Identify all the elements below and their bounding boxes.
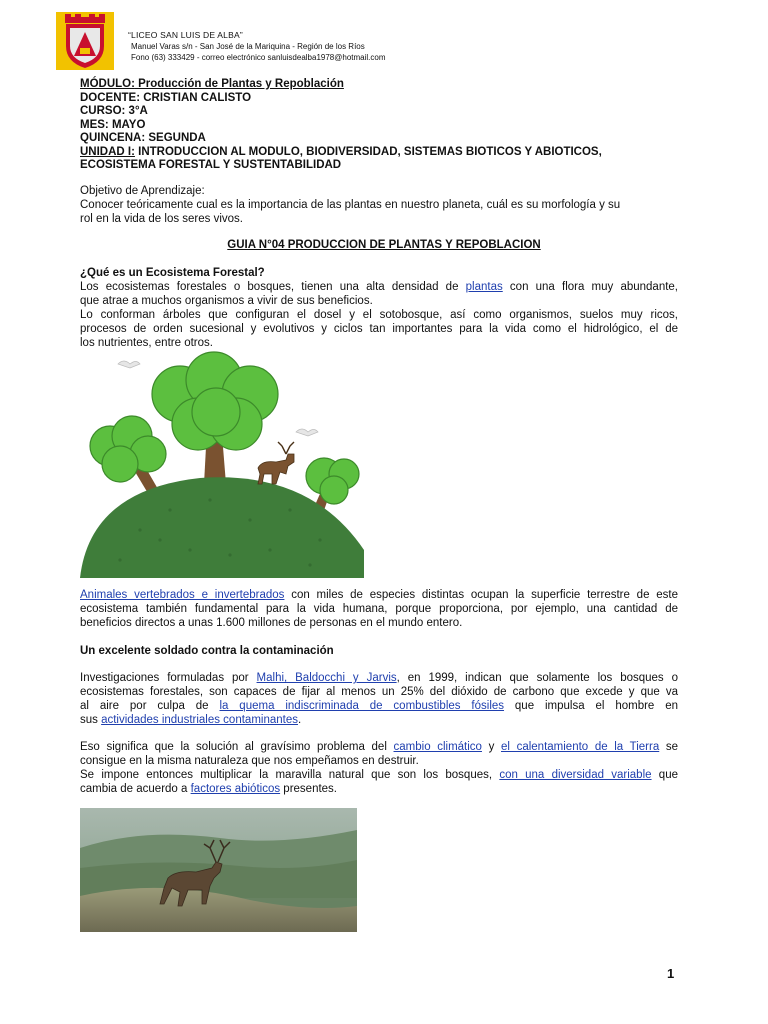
section-forest-ecosystem	[80, 266, 678, 350]
s3-line-2: ecosistemas forestales, son capaces de fijar al menos un 25% del dióxido de carbono que excede y que va	[80, 686, 678, 698]
p1-text-b: con una flora muy abundante,	[502, 281, 678, 293]
s2-line-2: ecosistema también fundamental para la vida humana, porque proporciona, por ejemplo, una cantidad de	[80, 603, 678, 615]
modulo-label: MÓDULO:	[80, 78, 135, 90]
animales-link[interactable]: Animales vertebrados e invertebrados	[80, 589, 285, 601]
s4-text-b: se	[659, 741, 679, 753]
p2-line-2: procesos de orden sucesional y evolutivos y ciclos tan importantes para la vida como el hidrológico, el de	[80, 323, 678, 335]
forest-hill-illustration	[80, 350, 364, 578]
s2-line-3: beneficios directos a unas 1.600 millones de personas en el mundo entero.	[80, 617, 463, 629]
actividades-link[interactable]: actividades industriales contaminantes	[101, 714, 298, 726]
plantas-link[interactable]: plantas	[465, 281, 503, 293]
s4-line-4-b: presentes.	[280, 783, 338, 795]
deer-icon	[258, 442, 294, 484]
section-question: ¿Qué es un Ecosistema Forestal?	[80, 267, 265, 279]
s4-line-4-a: cambia de acuerdo a	[80, 783, 191, 795]
unidad-value-2: ECOSISTEMA FORESTAL Y SUSTENTABILIDAD	[80, 159, 342, 171]
section-animals	[80, 588, 678, 630]
unidad-value: INTRODUCCION AL MODULO, BIODIVERSIDAD, SISTEMAS BIOTICOS Y ABIOTICOS,	[134, 145, 602, 158]
course-info	[80, 78, 602, 173]
bird-icon	[118, 361, 140, 368]
s4-line-2: consigue en la misma naturaleza que nos empeñamos en destruir.	[80, 755, 419, 767]
contamination-heading: Un excelente soldado contra la contaminación	[80, 645, 334, 657]
mes-line: MES: MAYO	[80, 118, 146, 131]
p1-text-c: que atrae a muchos organismos a vivir de sus beneficios.	[80, 295, 373, 307]
s4-text-a: Eso significa que la solución al gravísimo problema del	[80, 741, 394, 753]
p2-line-3: los nutrientes, entre otros.	[80, 337, 213, 349]
cambio-climatico-link[interactable]: cambio climático	[393, 741, 482, 753]
school-crest-icon	[56, 12, 114, 70]
school-logo	[56, 12, 114, 70]
bird-icon	[296, 429, 318, 436]
s3-text-a: Investigaciones formuladas por	[80, 672, 257, 684]
s2-text-a: con miles de especies distintas ocupan la superficie terrestre de este	[284, 589, 678, 601]
objective-title: Objetivo de Aprendizaje:	[80, 185, 205, 197]
s3-line-4-b: .	[297, 714, 302, 726]
learning-objective	[80, 184, 680, 226]
authors-link[interactable]: Malhi, Baldocchi y Jarvis	[256, 672, 397, 684]
combustibles-link[interactable]: la quema indiscriminada de combustibles fósiles	[219, 700, 505, 712]
p1-text-a: Los ecosistemas forestales o bosques, tienen una alta densidad de	[80, 281, 466, 293]
s3-line-3-b: que impulsa el hombre en	[504, 700, 678, 712]
curso-line: CURSO: 3°A	[80, 105, 148, 117]
p2-line-1: Lo conforman árboles que configuran el dosel y el sotobosque, así como organismos, suelos muy ricos,	[80, 309, 678, 321]
section-solution	[80, 740, 678, 796]
factores-link[interactable]: factores abióticos	[190, 783, 281, 795]
school-name: “LICEO SAN LUIS DE ALBA”	[128, 30, 243, 40]
calentamiento-link[interactable]: el calentamiento de la Tierra	[501, 741, 660, 753]
s4-line-3-b: que	[651, 769, 678, 781]
modulo-value: Producción de Plantas y Repoblación	[134, 78, 344, 90]
diversidad-link[interactable]: con una diversidad variable	[499, 769, 652, 781]
docente-line: DOCENTE: CRISTIAN CALISTO	[80, 91, 252, 104]
s3-line-4-a: sus	[80, 714, 102, 726]
s4-text-mid: y	[481, 741, 501, 753]
guide-title: GUIA N°04 PRODUCCION DE PLANTAS Y REPOBLACION	[227, 239, 541, 251]
objective-line-1: Conocer teóricamente cual es la importancia de las plantas en nuestro planeta, cuál es su morfología y su	[80, 199, 621, 211]
s3-line-3-a: al aire por culpa de	[80, 700, 220, 712]
unidad-label: UNIDAD I:	[80, 145, 135, 158]
page-number: 1	[667, 966, 675, 981]
school-contact: Fono (63) 333429 - correo electrónico sanluisdealba1978@hotmail.com	[131, 53, 386, 62]
section-contamination	[80, 671, 678, 727]
reindeer-photo	[80, 808, 357, 932]
s4-line-3-a: Se impone entonces multiplicar la maravilla natural que son los bosques,	[80, 769, 500, 781]
s3-text-b: , en 1999, indican que solamente los bosques o	[396, 672, 678, 684]
objective-line-2: rol en la vida de los seres vivos.	[80, 213, 243, 225]
school-address: Manuel Varas s/n - San José de la Mariquina - Región de los Ríos	[131, 42, 365, 51]
quincena-line: QUINCENA: SEGUNDA	[80, 132, 206, 144]
